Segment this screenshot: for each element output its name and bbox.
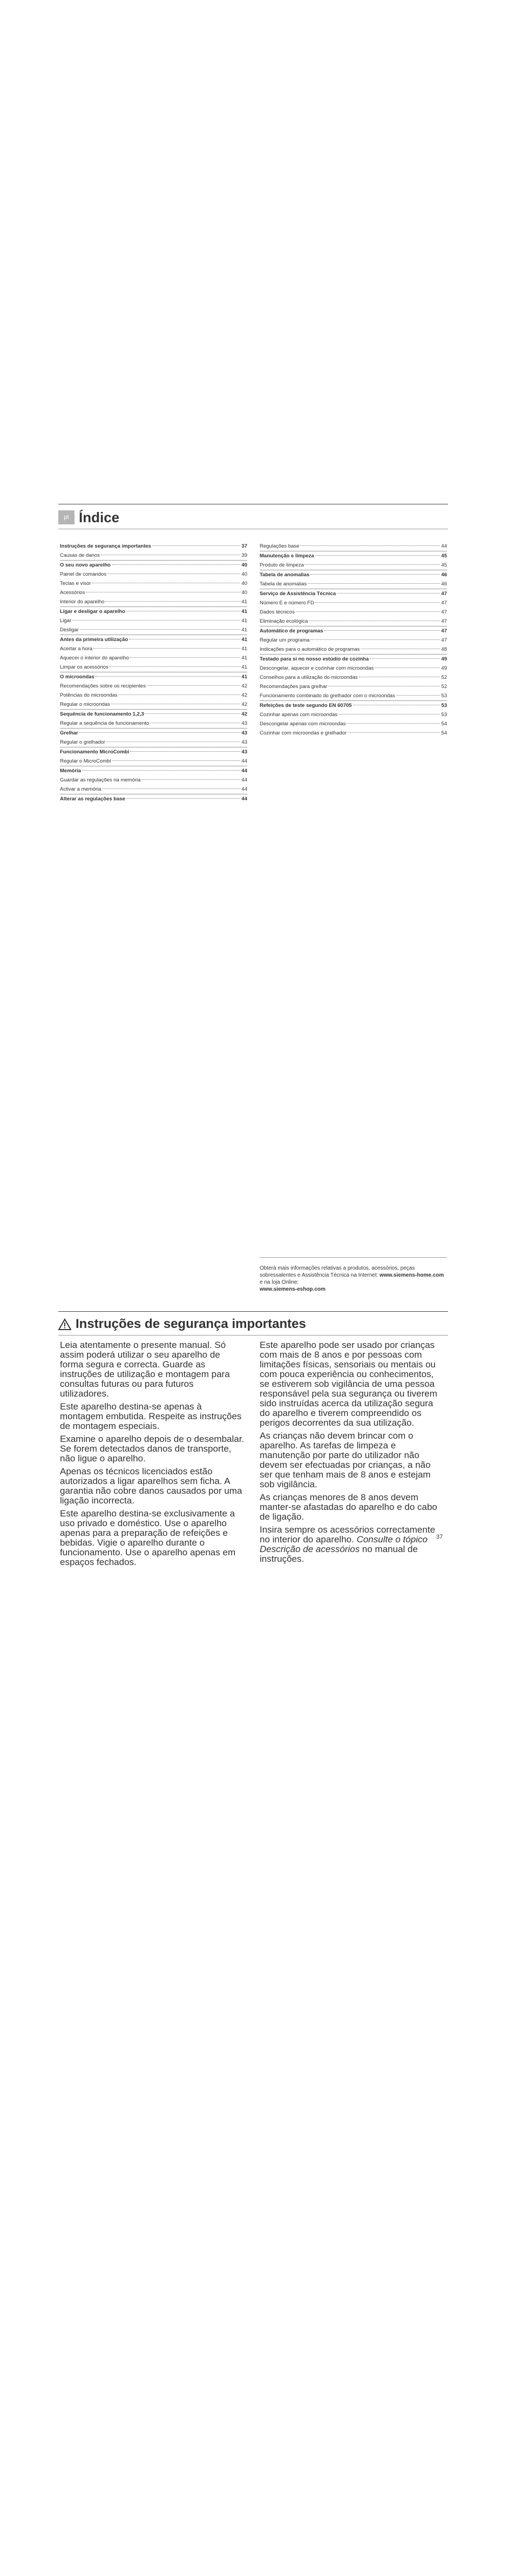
toc-entry-page: 54 [441,730,447,736]
toc-entry-title: Ligar [60,618,72,624]
toc-dot-leader [82,770,240,771]
toc-left-column [60,542,247,804]
toc-entry[interactable] [60,776,247,785]
toc-entry-title: Antes da primeira utilização [60,637,128,643]
toc-entry-title: Funcionamento combinado do grelhador com o microondas [260,693,395,699]
toc-dot-leader [375,667,440,668]
toc-entry[interactable] [60,728,247,738]
info-mid-text: e na loja Online: [260,1279,299,1285]
index-title: Índice [79,509,120,525]
toc-dot-leader [79,732,241,733]
toc-dot-leader [130,751,240,752]
toc-entry-page: 44 [241,768,247,774]
toc-entry-page: 41 [241,646,247,652]
toc-entry[interactable] [60,560,247,570]
toc-entry[interactable] [60,794,247,804]
toc-entry-title: Acessórios [60,590,85,596]
toc-entry-title: Teclas e visor [60,581,91,586]
toc-entry-title: Descongelar apenas com microondas [260,721,346,727]
toc-entry-page: 42 [241,692,247,698]
toc-entry-title: Desligar [60,627,79,633]
toc-entry-title: Tabela de anomalias [260,572,310,578]
toc-entry-page: 53 [441,693,447,699]
toc-entry[interactable] [260,729,447,738]
toc-entry-title: Tabela de anomalias [260,581,307,587]
toc-dot-leader [105,601,240,602]
toc-entry-title: Descongelar, aquecer e cozinhar com microondas [260,665,374,671]
toc-entry-page: 40 [241,590,247,596]
toc-entry[interactable] [60,663,247,672]
siemens-home-link[interactable]: www.siemens-home.com [380,1272,444,1278]
toc-entry-page: 41 [241,655,247,661]
toc-dot-leader [308,583,440,584]
toc-entry-title: Sequência de funcionamento 1,2,3 [60,711,144,717]
toc-entry-title: Limpar os acessórios [60,664,109,670]
toc-entry-title: Serviço de Assistência Técnica [260,591,336,597]
toc-entry[interactable] [60,644,247,653]
toc-entry-title: Interior do aparelho [60,599,105,605]
siemens-eshop-link[interactable]: www.siemens-eshop.com [260,1286,326,1292]
accessories-text-end: no manual de instruções. [260,1544,418,1564]
toc-dot-leader [315,602,441,603]
toc-entry-title: Cozinhar apenas com microondas [260,712,338,718]
safety-paragraph: As crianças não devem brincar com o aparelho. As tarefas de limpeza e manutenção por parte do utilizador não devem ser efectuadas por crianças, a não ser que tenham mais de 8 anos e estejam sob vigilância. [260,1431,431,1489]
toc-entry-page: 44 [241,786,247,792]
toc-entry[interactable] [60,588,247,597]
toc-entry-title: Regular o MicroCombi [60,758,111,764]
page-number: 37 [436,1534,443,1540]
toc-entry-page: 44 [441,543,447,549]
toc-dot-leader [300,545,440,546]
toc-entry[interactable] [260,710,447,719]
toc-entry-page: 44 [241,777,247,783]
toc-entry-title: Manutenção e limpeza [260,553,314,559]
safety-paragraph-accessories [260,1525,444,1564]
toc-entry-title: Memória [60,768,82,774]
toc-entry-title: Acertar a hora [60,646,93,652]
toc-entry-page: 42 [241,702,247,707]
toc-entry-page: 41 [241,674,247,680]
toc-entry[interactable] [260,673,447,682]
toc-entry-title: Recomendações para grelhar [260,684,328,690]
toc-entry-title: Painel de comandos [60,571,107,577]
toc-dot-leader [130,657,241,658]
toc-entry-title: Activar a memória [60,786,101,792]
toc-dot-leader [119,694,241,695]
toc-dot-leader [152,545,240,546]
toc-entry[interactable] [60,719,247,728]
toc-entry[interactable] [60,653,247,663]
toc-entry[interactable] [260,636,447,645]
toc-dot-leader [112,564,240,565]
toc-entry[interactable] [260,682,447,691]
safety-top-rule [58,1311,448,1312]
toc-entry-title: Guardar as regulações na memória [60,777,141,783]
toc-entry[interactable] [60,691,247,700]
safety-title: Instruções de segurança importantes [76,1317,306,1331]
toc-entry-page: 47 [441,600,447,606]
toc-dot-leader [296,611,440,612]
toc-entry[interactable] [260,551,447,561]
safety-left-column [60,1340,245,1570]
toc-dot-leader [315,555,441,556]
toc-entry-page: 49 [441,665,447,671]
index-header [58,508,119,527]
toc-entry-page: 52 [441,675,447,680]
toc-entry[interactable] [60,616,247,625]
toc-entry[interactable] [60,625,247,635]
toc-entry-title: Conselhos para a utilização do microondas [260,675,358,680]
toc-entry-page: 40 [241,562,247,568]
toc-dot-leader [305,564,441,565]
toc-entry-page: 42 [241,711,247,717]
toc-entry[interactable] [60,542,247,551]
toc-entry-page: 49 [441,656,447,662]
toc-entry-page: 44 [241,758,247,764]
toc-entry[interactable] [60,579,247,588]
toc-entry[interactable] [260,561,447,570]
toc-entry-page: 43 [241,720,247,726]
toc-dot-leader [347,723,440,724]
info-block [260,1265,447,1293]
toc-entry-title: Número E e número FD [260,600,314,606]
toc-entry-title: Alterar as regulações base [60,796,125,802]
toc-entry-title: Indicações para o automático de programas [260,646,360,652]
safety-paragraph: Este aparelho pode ser usado por crianças com mais de 8 anos e por pessoas com limitações físicas, sensoriais ou mentais ou com pouca experiência ou conhecimentos, se estiverem sob vigilância de uma pessoa responsável pela sua segurança ou tiverem sido instruídas acerca da utilização segura do aparelho e tiverem compreendido os perigos decorrentes da sua utilização. [260,1340,437,1428]
toc-dot-leader [310,574,440,575]
safety-bottom-rule [58,1335,448,1336]
toc-entry[interactable] [260,626,447,636]
toc-dot-leader [112,760,241,761]
toc-entry-title: Automático de programas [260,628,323,634]
toc-entry-title: Regular um programa [260,637,310,643]
toc-entry[interactable] [60,709,247,719]
toc-entry[interactable] [60,766,247,776]
toc-entry-title: Regular o microondas [60,702,110,707]
toc-dot-leader [324,630,441,631]
toc-entry[interactable] [260,598,447,608]
toc-entry-page: 47 [441,637,447,643]
toc-entry-page: 37 [241,543,247,549]
language-badge: pt [58,510,74,524]
toc-entry-page: 47 [441,609,447,615]
safety-paragraph: Este aparelho destina-se apenas à montagem embutida. Respeite as instruções de montagem especiais. [60,1401,242,1431]
toc-entry-page: 47 [441,618,447,624]
toc-entry[interactable] [260,570,447,579]
toc-entry-page: 46 [441,572,447,578]
toc-entry[interactable] [260,719,447,729]
toc-entry-page: 47 [441,591,447,597]
toc-entry[interactable] [260,654,447,664]
toc-entry[interactable] [60,606,247,616]
toc-entry-title: Cozinhar com microondas e grelhador [260,730,347,736]
toc-entry-page: 52 [441,684,447,690]
info-text: Obterá mais informações relativas a produtos, acessórios, peças sobressalentes e Assistência Técnica na Internet: [260,1265,415,1278]
toc-entry[interactable] [260,589,447,598]
toc-entry-page: 45 [441,562,447,568]
toc-dot-leader [396,695,441,696]
toc-entry[interactable] [260,664,447,673]
toc-dot-leader [337,593,440,594]
toc-entry[interactable] [60,682,247,691]
safety-paragraph: Leia atentamente o presente manual. Só assim poderá utilizar o seu aparelho de forma segura e correcta. Guarde as instruções de utilização e montagem para consultas futuras ou para futuros utilizadores. [60,1340,230,1399]
toc-entry-page: 43 [241,749,247,755]
toc-entry-title: Funcionamento MicroCombi [60,749,130,755]
toc-dot-leader [147,685,240,686]
warning-triangle-icon [58,1318,71,1330]
toc-right-column [260,542,447,738]
safety-paragraph: As crianças menores de 8 anos devem manter-se afastadas do aparelho e do cabo de ligação. [260,1492,437,1522]
toc-entry[interactable] [260,617,447,626]
toc-entry-title: Regular a sequência de funcionamento [60,720,150,726]
toc-entry-page: 44 [241,796,247,802]
toc-dot-leader [96,676,241,677]
toc-entry-title: Dados técnicos [260,609,295,615]
toc-entry[interactable] [60,672,247,682]
safety-paragraph: Apenas os técnicos licenciados estão autorizados a ligar aparelhos sem ficha. A garantia não cobre danos causados por uma ligação incorrecta. [60,1466,242,1506]
toc-entry[interactable] [260,691,447,700]
toc-dot-leader [126,798,240,799]
toc-entry-page: 41 [241,627,247,633]
toc-entry-page: 45 [441,553,447,559]
toc-entry-title: Eliminação ecológica [260,618,308,624]
toc-dot-leader [110,666,241,667]
toc-dot-leader [310,639,440,640]
toc-entry-title: Produto de limpeza [260,562,304,568]
toc-entry[interactable] [60,700,247,709]
toc-dot-leader [103,788,241,789]
toc-entry-title: Testado para si no nosso estúdio de cozinha [260,656,369,662]
toc-dot-leader [93,648,240,649]
toc-entry[interactable] [60,785,247,794]
toc-entry-page: 47 [441,628,447,634]
toc-entry-title: Ligar e desligar o aparelho [60,609,125,615]
safety-right-column [260,1340,444,1567]
toc-entry[interactable] [260,608,447,617]
accessories-text: Insira sempre os acessórios correctamente no interior do aparelho. [260,1525,436,1545]
toc-dot-leader [348,732,440,733]
toc-entry-title: Refeições de teste segundo EN 60705 [260,703,352,709]
toc-entry-title: Grelhar [60,730,78,736]
toc-entry[interactable] [60,635,247,644]
toc-dot-leader [80,629,241,630]
toc-entry-page: 42 [241,683,247,689]
toc-entry-page: 39 [241,552,247,558]
toc-entry-title: Regulações base [260,543,300,549]
info-rule [260,1257,447,1258]
toc-entry[interactable] [60,570,247,579]
safety-paragraph: Este aparelho destina-se exclusivamente a uso privado e doméstico. Use o aparelho apenas para a preparação de refeições e bebidas. Vigie o aparelho durante o funcionamento. Use o aparelho apenas em espaços fechados. [60,1508,236,1567]
toc-dot-leader [370,658,440,659]
toc-entry-title: Regular o grelhador [60,739,105,745]
toc-dot-leader [145,713,241,714]
toc-entry-title: O microondas [60,674,94,680]
toc-entry-page: 43 [241,730,247,736]
toc-entry-title: Instruções de segurança importantes [60,543,151,549]
toc-entry[interactable] [260,700,447,710]
toc-entry-title: O seu novo aparelho [60,562,111,568]
toc-entry-page: 41 [241,609,247,615]
toc-entry-page: 53 [441,712,447,718]
toc-entry-page: 41 [241,637,247,643]
toc-entry[interactable] [60,738,247,747]
toc-dot-leader [72,620,240,621]
toc-entry[interactable] [60,757,247,766]
safety-header [58,1316,306,1333]
toc-entry-page: 41 [241,599,247,605]
toc-entry-title: Aquecer o interior do aparelho [60,655,129,661]
toc-dot-leader [106,741,240,742]
toc-entry[interactable] [260,579,447,589]
toc-entry-title: Potências do microondas [60,692,118,698]
toc-entry[interactable] [60,551,247,560]
toc-entry-page: 40 [241,581,247,586]
toc-entry-page: 43 [241,739,247,745]
toc-entry-title: Recomendações sobre os recipientes [60,683,146,689]
toc-entry[interactable] [60,747,247,757]
toc-entry[interactable] [260,645,447,654]
toc-entry-page: 54 [441,721,447,727]
toc-entry-page: 41 [241,664,247,670]
toc-entry-page: 48 [441,646,447,652]
toc-entry-page: 41 [241,618,247,624]
accessories-reference: Consulte o tópico Descrição de acessórios [260,1534,428,1554]
toc-entry[interactable] [260,542,447,551]
toc-entry[interactable] [60,597,247,606]
safety-paragraph: Examine o aparelho depois de o desembalar. Se forem detectados danos de transporte, não ligue o aparelho. [60,1434,245,1464]
toc-entry-title: Causas de danos [60,552,100,558]
toc-entry-page: 53 [441,703,447,709]
toc-entry-page: 40 [241,571,247,577]
toc-entry-page: 46 [441,581,447,587]
toc-dot-leader [141,779,240,780]
